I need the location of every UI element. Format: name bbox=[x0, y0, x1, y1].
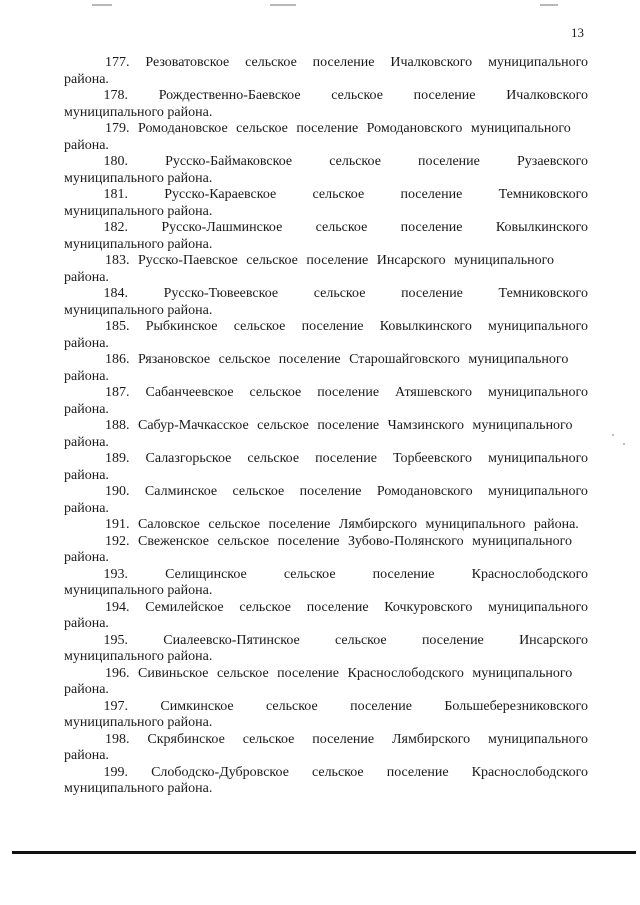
scan-dot bbox=[612, 434, 614, 436]
entry-continuation: муниципального района. bbox=[64, 583, 213, 598]
entry-word: поселение bbox=[400, 187, 463, 202]
entry-word: Салминское bbox=[144, 484, 218, 499]
entry-number: 186. bbox=[105, 352, 130, 367]
list-item bbox=[64, 253, 588, 286]
entry-continuation: района. bbox=[64, 748, 109, 763]
entry-word: Темниковского bbox=[498, 187, 588, 202]
scan-mark bbox=[270, 4, 296, 6]
entry-word: Кочкуровского bbox=[384, 599, 473, 615]
entry-first-line bbox=[64, 534, 588, 551]
entry-first-line bbox=[64, 699, 588, 716]
list-item bbox=[64, 517, 588, 534]
entry-word: муниципального bbox=[488, 55, 588, 70]
entry-word: сельское bbox=[232, 484, 285, 499]
entry-word: Темниковского bbox=[498, 286, 588, 301]
entry-first-line bbox=[64, 385, 588, 402]
entry-word: Рузаевского bbox=[517, 154, 588, 169]
entry-word: Сиалеевско-Пятинское bbox=[163, 632, 300, 648]
list-item bbox=[64, 484, 588, 517]
entry-first-line bbox=[64, 567, 588, 584]
entry-number: 191. bbox=[105, 517, 130, 532]
entry-word: Инсарского bbox=[519, 632, 588, 648]
entry-continuation: района. bbox=[64, 71, 109, 87]
entry-number: 193. bbox=[103, 566, 128, 582]
entry-word: муниципального bbox=[488, 484, 588, 499]
entry-number: 178. bbox=[103, 88, 128, 103]
entry-number: 196. bbox=[105, 665, 130, 681]
entry-word: сельское bbox=[245, 55, 297, 70]
entry-word: поселение bbox=[317, 385, 380, 400]
entry-list bbox=[64, 55, 588, 798]
entry-word: Селищинское bbox=[165, 566, 247, 582]
entry-word: Атяшевского bbox=[395, 385, 473, 400]
entry-first-line bbox=[64, 55, 588, 72]
entry-first-line bbox=[64, 352, 588, 369]
entry-continuation: района. bbox=[64, 269, 109, 285]
entry-number: 182. bbox=[103, 220, 128, 235]
entry-number: 179. bbox=[105, 121, 130, 136]
entry-continuation: района. bbox=[64, 401, 109, 417]
entry-word: сельское bbox=[233, 319, 286, 334]
list-item bbox=[64, 600, 588, 633]
entry-word: поселение bbox=[306, 599, 369, 615]
entry-word: поселение bbox=[413, 88, 476, 103]
list-item bbox=[64, 319, 588, 352]
entry-continuation: муниципального района. bbox=[64, 236, 213, 252]
entry-word: сельское bbox=[334, 632, 387, 648]
entry-first-line bbox=[64, 765, 588, 782]
entry-word: сельское bbox=[283, 566, 336, 582]
list-item bbox=[64, 666, 588, 699]
list-item bbox=[64, 567, 588, 600]
entry-continuation: муниципального района. bbox=[64, 104, 213, 120]
entry-continuation: района. bbox=[64, 682, 109, 697]
entry-number: 183. bbox=[105, 253, 130, 268]
entry-word: Скрябинское bbox=[147, 731, 225, 747]
entry-word: поселение bbox=[401, 286, 463, 301]
entry-number: 199. bbox=[103, 764, 128, 780]
scan-dot bbox=[623, 443, 625, 445]
entry-number: 185. bbox=[105, 319, 130, 334]
list-item bbox=[64, 352, 588, 385]
entry-number: 194. bbox=[105, 599, 130, 615]
entry-word: сельское bbox=[249, 385, 302, 400]
entry-first-line bbox=[64, 484, 588, 501]
entry-first-line bbox=[64, 666, 588, 683]
entry-first-line bbox=[64, 88, 588, 105]
entry-number: 184. bbox=[103, 286, 128, 301]
entry-word: Краснослободского bbox=[471, 566, 588, 582]
entry-word: сельское bbox=[329, 154, 381, 169]
entry-continuation: муниципального района. bbox=[64, 781, 213, 796]
entry-word: Русско-Баймаковское bbox=[165, 154, 293, 169]
entry-first-line bbox=[64, 517, 588, 534]
entry-text: Рязановское сельское поселение Старошайговского муниципального bbox=[138, 352, 569, 367]
entry-word: поселение bbox=[299, 484, 362, 499]
entry-word: сельское bbox=[311, 764, 364, 780]
list-item bbox=[64, 633, 588, 666]
scan-mark bbox=[92, 4, 112, 6]
list-item bbox=[64, 451, 588, 484]
entry-word: Русско-Тювеевское bbox=[163, 286, 279, 301]
entry-first-line bbox=[64, 732, 588, 749]
entry-word: Рыбкинское bbox=[145, 319, 218, 334]
footer-rule bbox=[12, 851, 636, 854]
entry-word: Сабанчеевское bbox=[145, 385, 234, 400]
entry-continuation: муниципального района. bbox=[64, 715, 213, 730]
entry-continuation: муниципального района. bbox=[64, 649, 213, 664]
entry-continuation: района. bbox=[64, 368, 109, 384]
entry-number: 187. bbox=[105, 385, 130, 400]
entry-first-line bbox=[64, 418, 588, 435]
entry-word: муниципального bbox=[488, 731, 588, 747]
entry-number: 180. bbox=[103, 154, 128, 169]
list-item bbox=[64, 699, 588, 732]
entry-word: поселение bbox=[350, 698, 412, 714]
entry-number: 189. bbox=[105, 451, 130, 466]
entry-continuation: муниципального района. bbox=[64, 302, 213, 318]
entry-continuation: района. bbox=[64, 616, 109, 631]
page-number: 13 bbox=[571, 25, 584, 40]
entry-word: Слободско-Дубровское bbox=[151, 764, 289, 780]
entry-continuation: района. bbox=[64, 550, 109, 565]
entry-word: муниципального bbox=[488, 451, 588, 466]
entry-word: Русско-Лашминское bbox=[161, 220, 283, 235]
entry-first-line bbox=[64, 220, 588, 237]
entry-word: сельское bbox=[239, 599, 292, 615]
entry-word: сельское bbox=[247, 451, 300, 466]
entry-word: поселение bbox=[301, 319, 364, 334]
entry-number: 192. bbox=[105, 533, 130, 549]
entry-continuation: района. bbox=[64, 500, 109, 516]
entry-first-line bbox=[64, 154, 588, 171]
scan-mark bbox=[540, 4, 558, 6]
entry-word: муниципального bbox=[488, 385, 588, 400]
entry-number: 198. bbox=[105, 731, 130, 747]
entry-continuation: района. bbox=[64, 137, 109, 153]
list-item bbox=[64, 88, 588, 121]
entry-word: поселение bbox=[386, 764, 449, 780]
entry-continuation: муниципального района. bbox=[64, 203, 213, 219]
entry-text: Русско-Паевское сельское поселение Инсарского муниципального bbox=[138, 253, 555, 268]
entry-word: Торбеевского bbox=[392, 451, 473, 466]
entry-text: Ромодановское сельское поселение Ромодановского муниципального bbox=[138, 121, 571, 136]
entry-word: сельское bbox=[312, 187, 365, 202]
entry-first-line bbox=[64, 187, 588, 204]
entry-word: поселение bbox=[418, 154, 480, 169]
entry-word: поселение bbox=[372, 566, 435, 582]
entry-word: Большеберезниковского bbox=[444, 698, 588, 714]
entry-text: Сабур-Мачкасское сельское поселение Чамзинского муниципального bbox=[138, 418, 573, 433]
entry-first-line bbox=[64, 451, 588, 468]
entry-first-line bbox=[64, 633, 588, 650]
entry-word: сельское bbox=[313, 286, 366, 301]
entry-word: Симкинское bbox=[160, 698, 234, 714]
list-item bbox=[64, 534, 588, 567]
entry-word: сельское bbox=[331, 88, 383, 103]
entry-word: сельское bbox=[242, 731, 295, 747]
entry-number: 197. bbox=[103, 698, 128, 714]
entry-word: Русско-Караевское bbox=[164, 187, 277, 202]
entry-word: Ичалковского bbox=[506, 88, 588, 103]
entry-word: сельское bbox=[266, 698, 318, 714]
entry-first-line bbox=[64, 121, 588, 138]
entry-number: 177. bbox=[105, 55, 130, 70]
entry-word: поселение bbox=[312, 55, 375, 70]
list-item bbox=[64, 154, 588, 187]
entry-word: поселение bbox=[400, 220, 463, 235]
entry-word: Ичалковского bbox=[390, 55, 473, 70]
entry-text: Саловское сельское поселение Лямбирского муниципального района. bbox=[138, 517, 579, 532]
entry-word: Ковылкинского bbox=[379, 319, 472, 334]
list-item bbox=[64, 187, 588, 220]
list-item bbox=[64, 220, 588, 253]
entry-word: Ковылкинского bbox=[495, 220, 588, 235]
list-item bbox=[64, 765, 588, 798]
entry-number: 181. bbox=[103, 187, 128, 202]
entry-word: муниципального bbox=[488, 599, 588, 615]
entry-continuation: района. bbox=[64, 467, 109, 483]
entry-first-line bbox=[64, 319, 588, 336]
entry-word: поселение bbox=[312, 731, 375, 747]
entry-number: 195. bbox=[103, 632, 128, 648]
entry-continuation: района. bbox=[64, 335, 109, 351]
list-item bbox=[64, 286, 588, 319]
entry-text: Сивиньское сельское поселение Краснослободского муниципального bbox=[138, 665, 573, 681]
list-item bbox=[64, 55, 588, 88]
entry-word: Лямбирского bbox=[392, 731, 471, 747]
entry-word: Резоватовское bbox=[145, 55, 230, 70]
entry-word: Семилейское bbox=[145, 599, 224, 615]
entry-word: Ромодановского bbox=[376, 484, 473, 499]
entry-word: Краснослободского bbox=[471, 764, 588, 780]
entry-continuation: района. bbox=[64, 434, 109, 450]
entry-word: поселение bbox=[315, 451, 377, 466]
list-item bbox=[64, 385, 588, 418]
entry-word: муниципального bbox=[488, 319, 588, 334]
entry-first-line bbox=[64, 253, 588, 270]
entry-text: Свеженское сельское поселение Зубово-Полянского муниципального bbox=[138, 533, 573, 549]
entry-number: 190. bbox=[105, 484, 130, 499]
list-item bbox=[64, 418, 588, 451]
entry-word: Салазгорьское bbox=[145, 451, 232, 466]
entry-word: сельское bbox=[315, 220, 368, 235]
entry-continuation: муниципального района. bbox=[64, 170, 213, 186]
entry-first-line bbox=[64, 600, 588, 617]
entry-word: поселение bbox=[421, 632, 484, 648]
entry-first-line bbox=[64, 286, 588, 303]
entry-word: Рождественно-Баевское bbox=[158, 88, 301, 103]
list-item bbox=[64, 121, 588, 154]
list-item bbox=[64, 732, 588, 765]
entry-number: 188. bbox=[105, 418, 130, 433]
